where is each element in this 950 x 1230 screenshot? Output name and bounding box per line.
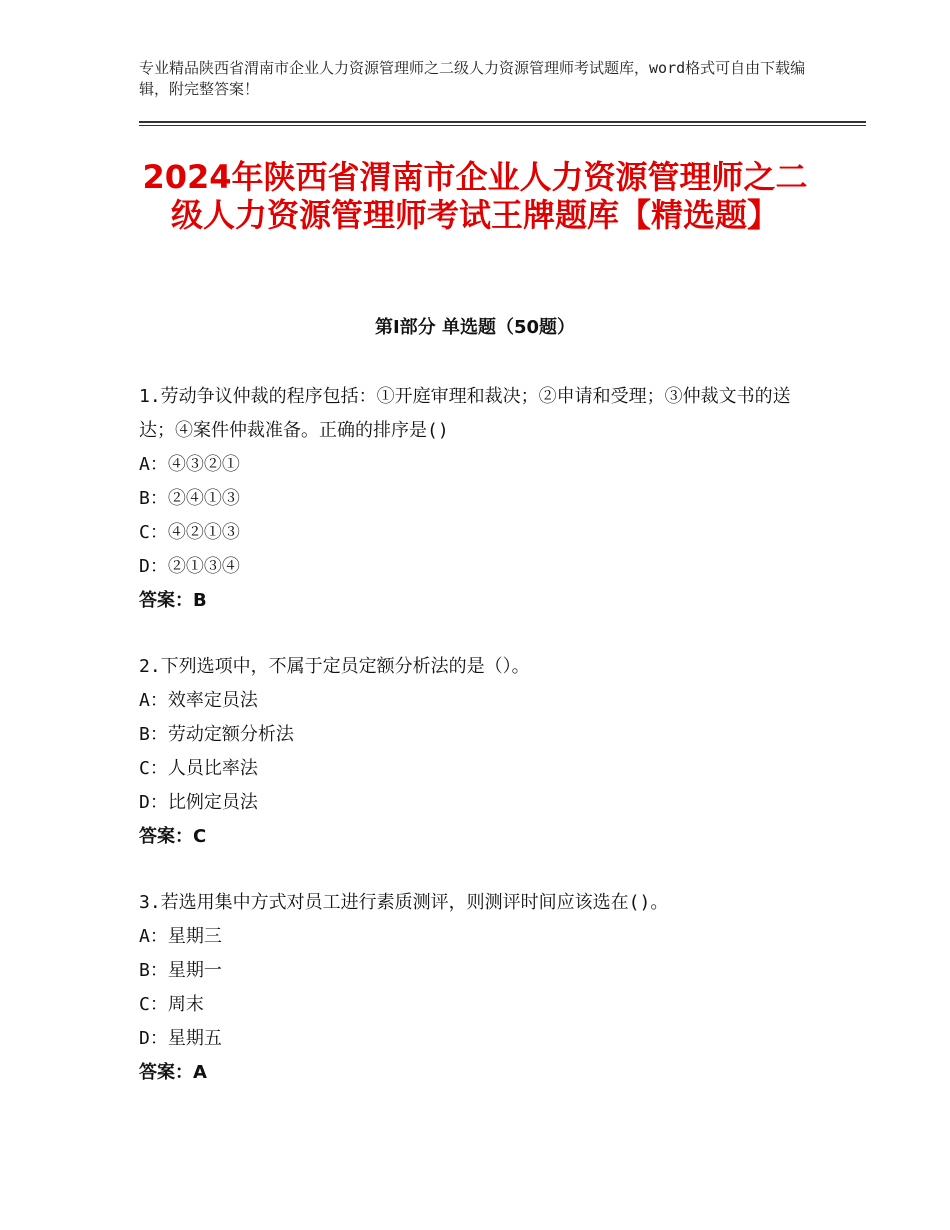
option-b: B：②④①③: [139, 488, 240, 509]
question-text: 1.劳动争议仲裁的程序包括：①开庭审理和裁决；②申请和受理；③仲裁文书的送达；④案件仲裁准备。正确的排序是(): [139, 386, 791, 441]
question-3: [139, 886, 811, 1090]
answer: 答案：B: [139, 590, 207, 611]
option-a: A：④③②①: [139, 454, 240, 475]
option-c: C：④②①③: [139, 522, 240, 543]
question-list: [139, 380, 811, 1122]
header-divider-thick: [139, 121, 866, 123]
section-title: 第Ⅰ部分 单选题（50题）: [374, 317, 575, 338]
option-c: C：人员比率法: [139, 758, 258, 779]
answer: 答案：A: [139, 1062, 207, 1083]
document-title: 2024年陕西省渭南市企业人力资源管理师之二级人力资源管理师考试王牌题库【精选题】: [142, 158, 808, 234]
question-text: 2.下列选项中，不属于定员定额分析法的是（）。: [139, 656, 530, 677]
answer: 答案：C: [139, 826, 207, 847]
option-d: D：②①③④: [139, 556, 240, 577]
option-b: B：星期一: [139, 960, 222, 981]
header-divider-thin: [139, 125, 866, 126]
header-note: 专业精品陕西省渭南市企业人力资源管理师之二级人力资源管理师考试题库，word格式可自由下载编辑，附完整答案！: [139, 59, 806, 98]
option-a: A：星期三: [139, 926, 222, 947]
option-d: D：比例定员法: [139, 792, 258, 813]
option-a: A：效率定员法: [139, 690, 258, 711]
option-d: D：星期五: [139, 1028, 222, 1049]
question-1: [139, 380, 811, 618]
question-2: [139, 650, 811, 854]
option-c: C：周末: [139, 994, 204, 1015]
option-b: B：劳动定额分析法: [139, 724, 294, 745]
question-text: 3.若选用集中方式对员工进行素质测评，则测评时间应该选在()。: [139, 892, 669, 913]
